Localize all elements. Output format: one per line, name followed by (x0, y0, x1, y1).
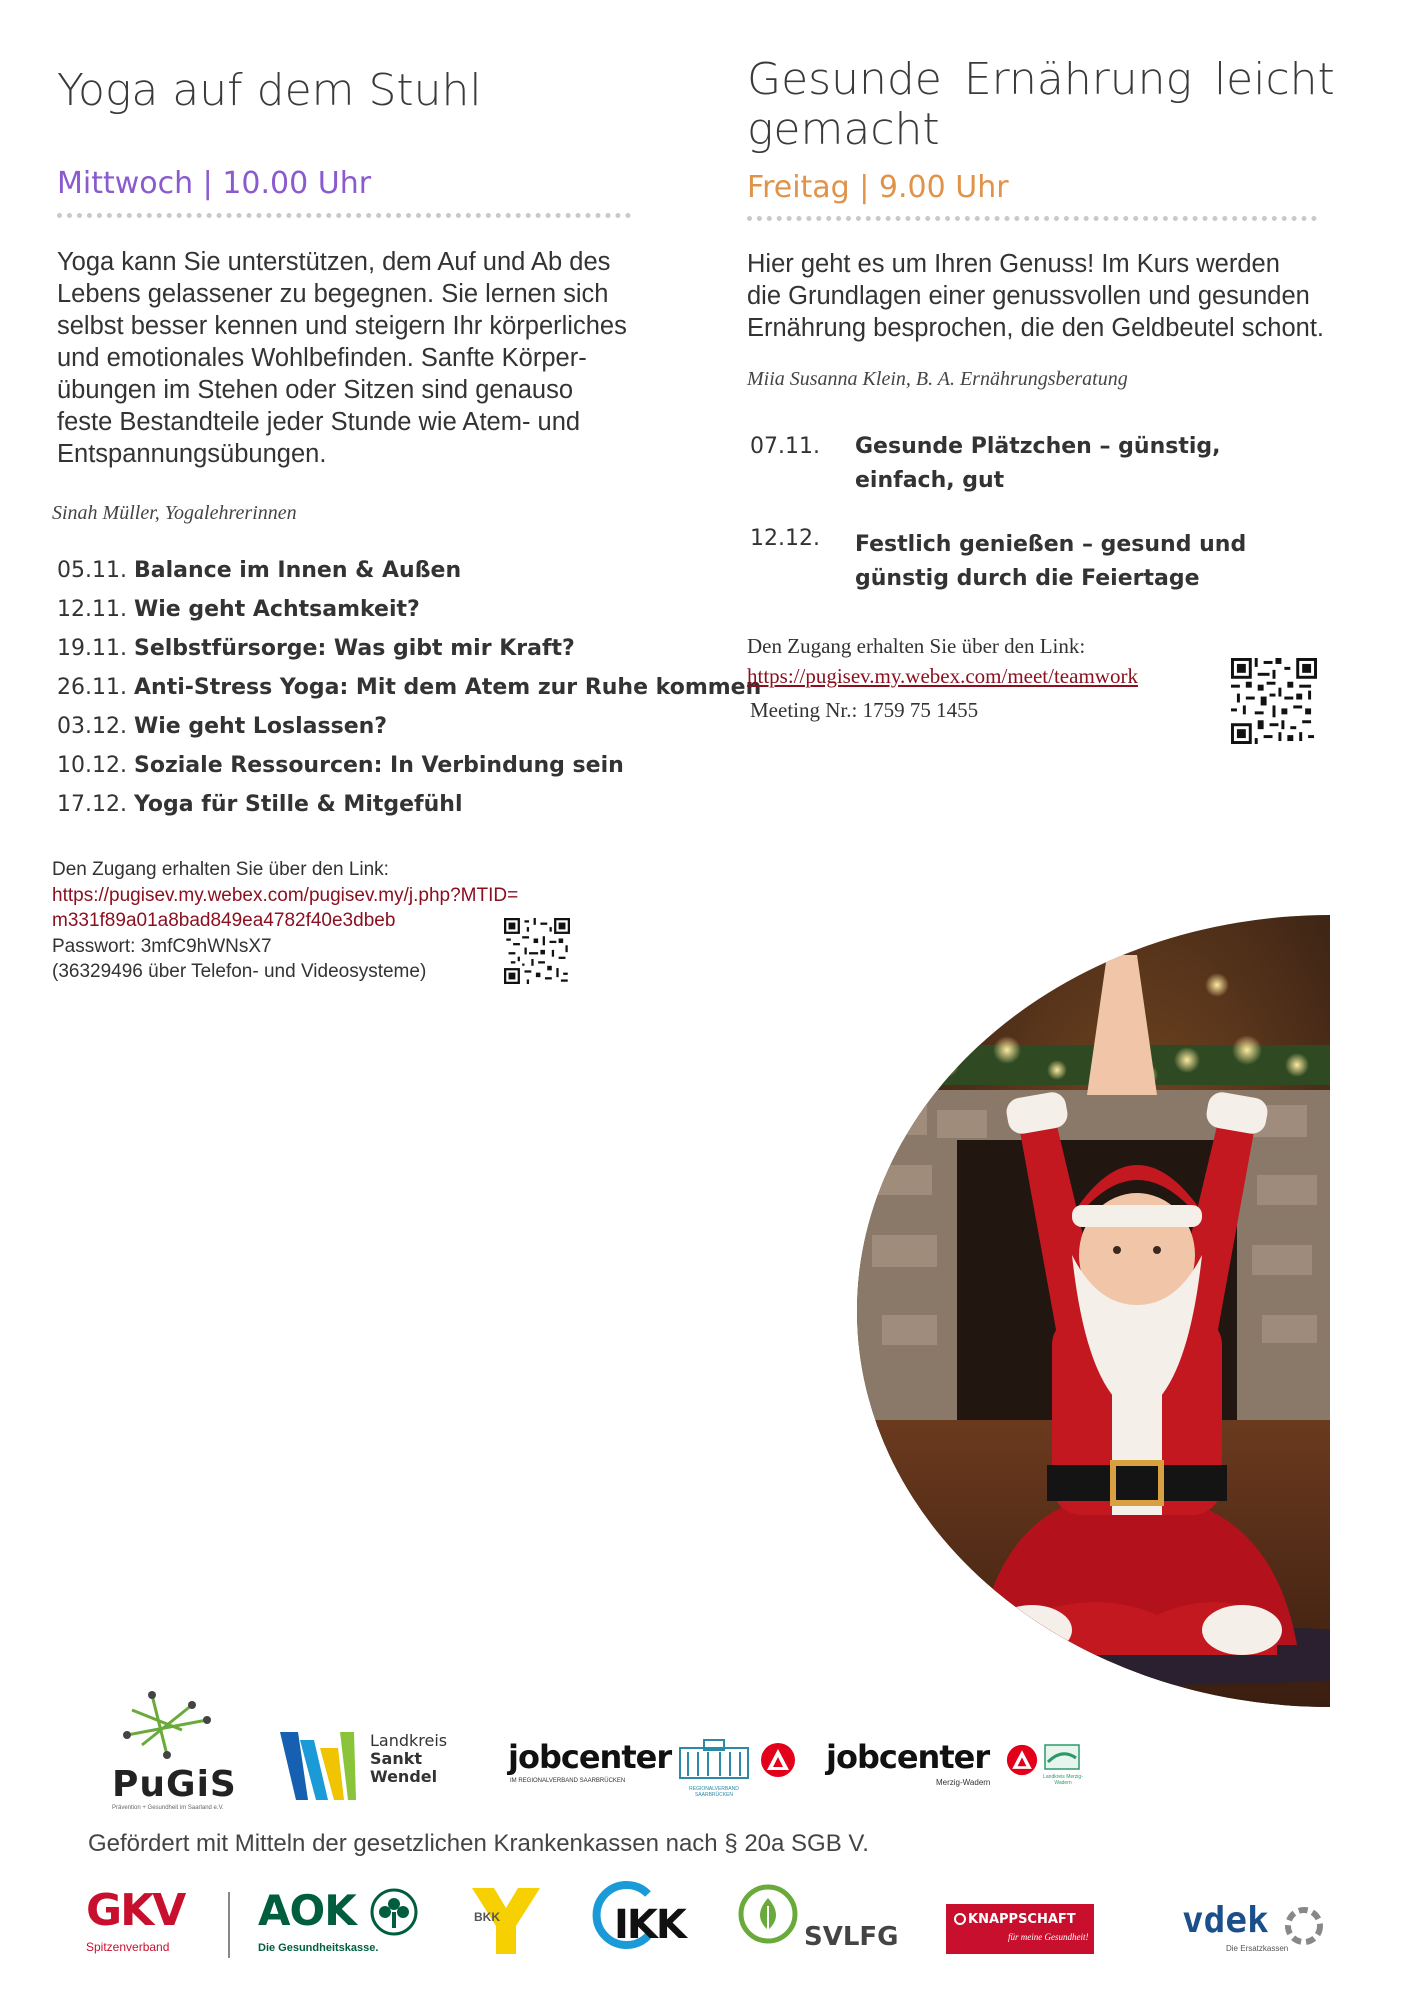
landkreis-merzig-wadern-icon (1044, 1744, 1080, 1770)
schedule-topic (855, 528, 1246, 596)
schedule-topic: Wie geht Loslassen? (134, 714, 388, 739)
sankt-wendel-w-icon (278, 1730, 358, 1802)
landkreis-mw-label: Landkreis Merzig-Wadern (1043, 1774, 1083, 1786)
schedule-topic: Soziale Ressourcen: In Verbindung sein (134, 753, 624, 778)
schedule-topic (855, 430, 1221, 498)
schedule-row (57, 636, 575, 661)
yoga-description (57, 246, 657, 470)
nutrition-meeting-number: Meeting Nr.: 1759 75 1455 (750, 698, 979, 722)
regionalverband-building-icon (678, 1738, 750, 1784)
ikk-wordmark: IKK (614, 1902, 685, 1948)
knappschaft-circle-icon (954, 1913, 966, 1925)
gkv-logo (86, 1885, 206, 1958)
arbeitsagentur-a-icon (1006, 1744, 1038, 1776)
funding-notice: Gefördert mit Mitteln der gesetzlichen Krankenkassen nach § 20a SGB V. (88, 1830, 869, 1857)
yoga-desc-line: und emotionales Wohlbefinden. Sanfte Körper- (57, 344, 587, 372)
schedule-topic-line: günstig durch die Feiertage (855, 566, 1200, 591)
svlfg-wordmark: SVLFG (804, 1922, 899, 1952)
aok-subtitle: Die Gesundheitskasse. (258, 1942, 379, 1954)
yoga-access-info (52, 857, 572, 985)
schedule-topic: Balance im Innen & Außen (134, 558, 462, 583)
schedule-date: 12.12. (750, 526, 820, 551)
nutrition-day-time: Freitag | 9.00 Uhr (747, 170, 1009, 205)
yoga-teacher: Sinah Müller, Yogalehrerinnen (52, 502, 297, 524)
vdek-subtitle: Die Ersatzkassen (1226, 1944, 1289, 1953)
jobcenter-subtitle: IM REGIONALVERBAND SAARBRÜCKEN (510, 1778, 626, 1784)
schedule-date: 26.11. (57, 675, 127, 700)
schedule-row (57, 714, 387, 739)
jobcenter-wordmark: jobcenter (508, 1738, 672, 1776)
access-intro: Den Zugang erhalten Sie über den Link: (52, 859, 389, 880)
aok-logo (258, 1886, 428, 1958)
schedule-topic: Anti-Stress Yoga: Mit dem Atem zur Ruhe kommen (134, 675, 762, 700)
vdek-wordmark: vdek (1182, 1900, 1269, 1941)
pugis-subtitle: Prävention + Gesundheit im Saarland e.V. (112, 1805, 224, 1811)
jobcenter-wordmark: jobcenter (826, 1738, 990, 1776)
nutrition-schedule (750, 430, 1350, 600)
gkv-subtitle: Spitzenverband (86, 1940, 170, 1954)
schedule-row (57, 675, 761, 700)
nutrition-title (747, 55, 1335, 155)
nutrition-description (747, 248, 1377, 344)
vdek-ring-icon (1282, 1904, 1326, 1948)
yoga-link-continued[interactable]: m331f89a01a8bad849ea4782f40e3dbeb (52, 910, 396, 931)
schedule-row (57, 597, 420, 622)
schedule-row (57, 792, 463, 817)
svlfg-leaf-icon (738, 1884, 798, 1944)
pugis-network-icon (112, 1690, 232, 1765)
landkreis-label: Landkreis (370, 1731, 448, 1750)
santa-yoga-image (857, 915, 1330, 1707)
knappschaft-wordmark: KNAPPSCHAFT (968, 1912, 1076, 1927)
schedule-date: 12.11. (57, 597, 127, 622)
yoga-schedule (57, 558, 762, 828)
arbeitsagentur-a-icon (760, 1742, 796, 1778)
sankt-label: Sankt (370, 1749, 422, 1768)
yoga-title: Yoga auf dem Stuhl (57, 65, 482, 116)
nutrition-desc-line: Hier geht es um Ihren Genuss! Im Kurs werden (747, 250, 1280, 278)
svlfg-logo (738, 1884, 898, 1956)
schedule-row (57, 558, 461, 583)
ikk-logo (588, 1880, 684, 1956)
yoga-desc-line: übungen im Stehen oder Sitzen sind genauso (57, 376, 574, 404)
access-intro: Den Zugang erhalten Sie über den Link: (747, 634, 1086, 658)
schedule-topic-line: Festlich genießen – gesund und (855, 532, 1247, 557)
nutrition-title-line: gemacht (747, 104, 940, 155)
yoga-password-note: (36329496 über Telefon- und Videosysteme) (52, 961, 427, 982)
bkk-wordmark: BKK (474, 1910, 500, 1924)
schedule-date: 19.11. (57, 636, 127, 661)
yoga-link[interactable]: https://pugisev.my.webex.com/pugisev.my/j.php?MTID= (52, 884, 519, 906)
schedule-topic: Selbstfürsorge: Was gibt mir Kraft? (134, 636, 575, 661)
knappschaft-logo (946, 1904, 1094, 1954)
yoga-qr-code-icon[interactable] (504, 918, 570, 984)
gkv-divider (228, 1892, 230, 1958)
nutrition-access-info (747, 631, 1227, 725)
bkk-logo (470, 1886, 542, 1956)
nutrition-link[interactable]: https://pugisev.my.webex.com/meet/teamwork (747, 664, 1138, 688)
schedule-topic-line: einfach, gut (855, 468, 1005, 493)
aok-tree-icon (370, 1888, 418, 1936)
nutrition-desc-line: die Grundlagen einer genussvollen und gesunden (747, 282, 1310, 310)
schedule-date: 17.12. (57, 792, 127, 817)
regionalverband-label: REGIONALVERBAND SAARBRÜCKEN (689, 1786, 739, 1798)
wendel-label: Wendel (370, 1767, 438, 1786)
yoga-desc-line: selbst besser kennen und steigern Ihr körperliches (57, 312, 627, 340)
landkreis-sankt-wendel-logo (278, 1730, 458, 1802)
yoga-desc-line: Lebens gelassener zu begegnen. Sie lernen sich (57, 280, 609, 308)
jobcenter-subtitle: Merzig-Wadern (936, 1778, 991, 1787)
jobcenter-saarbruecken-logo (508, 1738, 798, 1798)
nutrition-qr-code-icon[interactable] (1231, 658, 1317, 744)
nutrition-title-line: Gesunde Ernährung leicht (747, 54, 1335, 105)
schedule-topic: Yoga für Stille & Mitgefühl (134, 792, 463, 817)
nutrition-teacher: Miia Susanna Klein, B. A. Ernährungsberatung (747, 368, 1128, 390)
yoga-password: Passwort: 3mfC9hWNsX7 (52, 935, 272, 957)
pugis-logo (112, 1690, 242, 1815)
nutrition-desc-line: Ernährung besprochen, die den Geldbeutel schont. (747, 314, 1324, 342)
jobcenter-merzig-wadern-logo (826, 1738, 1096, 1798)
schedule-date: 05.11. (57, 558, 127, 583)
schedule-date: 03.12. (57, 714, 127, 739)
pugis-wordmark: PuGiS (112, 1764, 237, 1805)
schedule-topic: Wie geht Achtsamkeit? (134, 597, 420, 622)
schedule-date: 07.11. (750, 434, 820, 459)
gkv-wordmark: GKV (86, 1885, 185, 1936)
yoga-desc-line: Entspannungsübungen. (57, 440, 327, 468)
schedule-date: 10.12. (57, 753, 127, 778)
nutrition-divider (747, 216, 1317, 221)
vdek-logo (1182, 1900, 1332, 1958)
yoga-day-time: Mittwoch | 10.00 Uhr (57, 166, 372, 201)
aok-wordmark: AOK (258, 1886, 356, 1935)
schedule-topic-line: Gesunde Plätzchen – günstig, (855, 434, 1221, 459)
yoga-divider (57, 213, 631, 218)
schedule-row (57, 753, 624, 778)
yoga-desc-line: Yoga kann Sie unterstützen, dem Auf und Ab des (57, 248, 611, 276)
knappschaft-subtitle: für meine Gesundheit! (1008, 1932, 1089, 1942)
yoga-desc-line: feste Bestandteile jeder Stunde wie Atem- und (57, 408, 581, 436)
